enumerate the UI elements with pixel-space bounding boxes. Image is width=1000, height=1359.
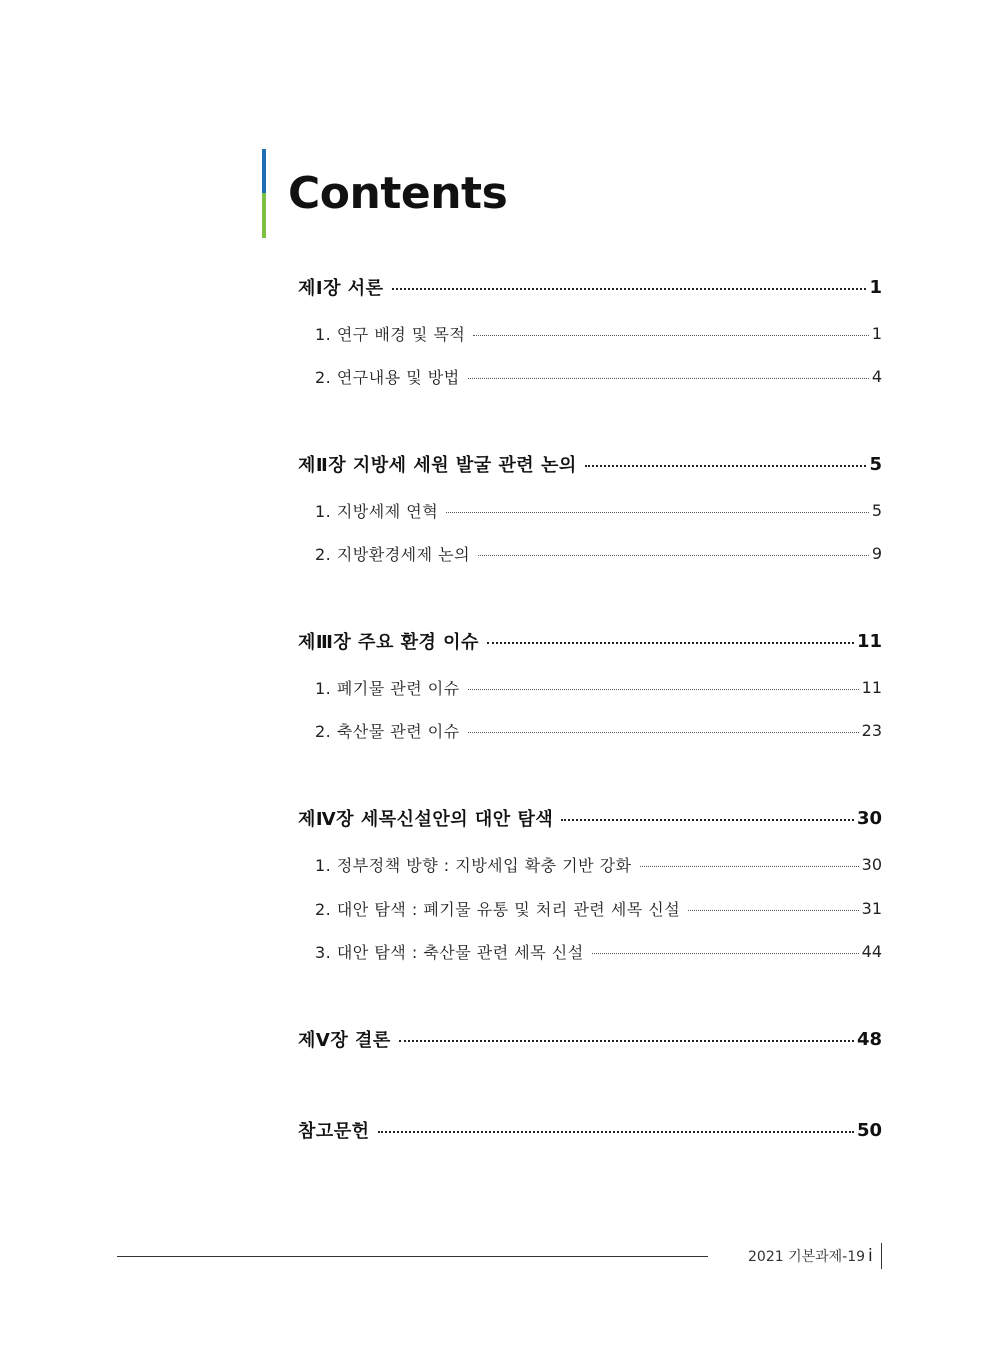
toc-references[interactable] (298, 1115, 882, 1145)
toc-entry-label: 1. 지방세제 연혁 (315, 501, 439, 521)
toc-page-number: 1 (871, 323, 882, 343)
footer-divider (881, 1243, 882, 1269)
toc-leader-dots (468, 378, 869, 379)
toc-leader-dots (468, 732, 859, 733)
table-of-contents (298, 0, 882, 1359)
toc-leader-dots (688, 910, 858, 911)
toc-leader-dots (592, 953, 859, 954)
toc-entry-label: 2. 지방환경세제 논의 (315, 544, 471, 564)
footer-page-number: i (868, 1246, 873, 1266)
toc-page-number: 9 (871, 543, 882, 563)
toc-entry-label: 2. 축산물 관련 이슈 (315, 721, 460, 741)
toc-entry-label: 3. 대안 탐색 : 축산물 관련 세목 신설 (315, 942, 584, 962)
toc-leader-dots (473, 335, 869, 336)
toc-chapter-3[interactable] (298, 626, 882, 656)
toc-entry-label: 제Ⅴ장 결론 (298, 1030, 391, 1051)
toc-page-number: 4 (871, 366, 882, 386)
page-title: Contents (288, 168, 508, 219)
toc-leader-dots (392, 288, 867, 290)
toc-page-number: 48 (856, 1028, 882, 1050)
toc-entry-label: 제Ⅲ장 주요 환경 이슈 (298, 632, 479, 653)
toc-entry-label: 제Ⅰ장 서론 (298, 278, 384, 299)
toc-section-2-2[interactable] (298, 539, 882, 567)
toc-page-number: 30 (856, 807, 882, 829)
toc-chapter-2[interactable] (298, 449, 882, 479)
toc-leader-dots (399, 1040, 854, 1042)
toc-leader-dots (446, 512, 869, 513)
toc-entry-label: 1. 연구 배경 및 목적 (315, 324, 466, 344)
toc-chapter-5[interactable] (298, 1024, 882, 1054)
toc-page-number: 11 (861, 677, 882, 697)
toc-section-1-1[interactable] (298, 319, 882, 347)
toc-page-number: 44 (861, 941, 882, 961)
toc-section-4-1[interactable] (298, 850, 882, 878)
toc-leader-dots (478, 555, 869, 556)
toc-entry-label: 2. 연구내용 및 방법 (315, 367, 460, 387)
toc-entry-label: 2. 대안 탐색 : 폐기물 유통 및 처리 관련 세목 신설 (315, 899, 681, 919)
toc-leader-dots (640, 866, 859, 867)
toc-page-number: 11 (856, 630, 882, 652)
toc-chapter-4[interactable] (298, 803, 882, 833)
toc-entry-label: 제Ⅳ장 세목신설안의 대안 탐색 (298, 809, 554, 830)
toc-page-number: 5 (871, 500, 882, 520)
toc-chapter-1[interactable] (298, 272, 882, 302)
toc-entry-label: 1. 폐기물 관련 이슈 (315, 678, 460, 698)
toc-leader-dots (487, 642, 854, 644)
toc-section-3-1[interactable] (298, 673, 882, 701)
toc-leader-dots (468, 689, 859, 690)
toc-entry-label: 1. 정부정책 방향 : 지방세입 확충 기반 강화 (315, 855, 632, 875)
toc-entry-label: 제Ⅱ장 지방세 세원 발굴 관련 논의 (298, 455, 577, 476)
toc-page-number: 1 (869, 276, 882, 298)
toc-page-number: 23 (861, 720, 882, 740)
footer-report-label: 2021 기본과제-19 (748, 1249, 866, 1265)
toc-page-number: 30 (861, 854, 882, 874)
title-accent-bar-green (262, 193, 266, 238)
toc-section-1-2[interactable] (298, 362, 882, 390)
title-accent-bar-blue (262, 149, 266, 193)
toc-page-number: 5 (869, 453, 882, 475)
toc-entry-label: 참고문헌 (298, 1121, 370, 1142)
toc-leader-dots (585, 465, 867, 467)
toc-page-number: 31 (861, 898, 882, 918)
toc-section-2-1[interactable] (298, 496, 882, 524)
footer-rule (117, 1256, 708, 1257)
toc-section-3-2[interactable] (298, 716, 882, 744)
toc-leader-dots (378, 1131, 854, 1133)
toc-page-number: 50 (856, 1119, 882, 1141)
toc-leader-dots (561, 819, 854, 821)
toc-section-4-2[interactable] (298, 894, 882, 922)
toc-section-4-3[interactable] (298, 937, 882, 965)
